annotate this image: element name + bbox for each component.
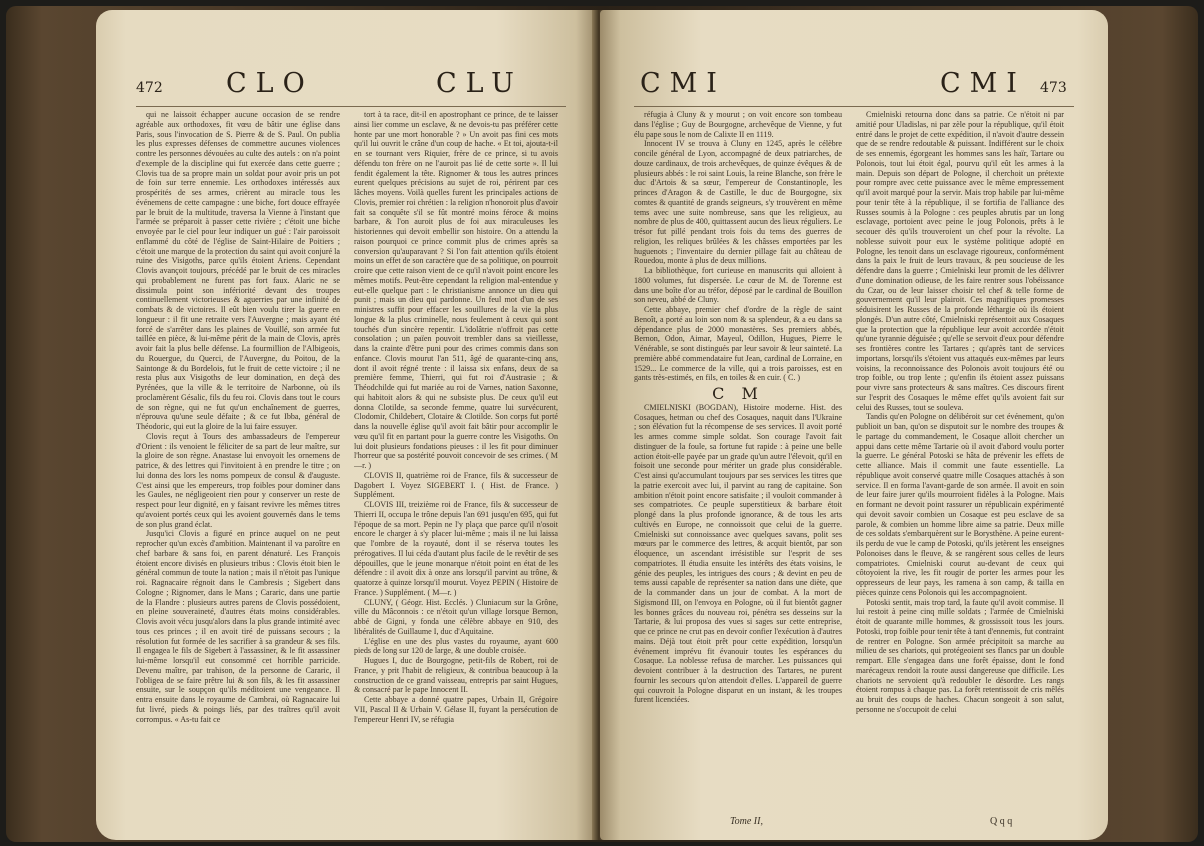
paragraph: CLUNY, ( Géogr. Hist. Ecclés. ) Cluniacum sur la Grône, ville du Mâconnois : ce n'étoit qu'un village lorsque Bernon, abbé de Gigni, y fonda une célèbre abbaye en 910, des libéralités de Guillaume I, duc d'Aquitaine. [354, 597, 558, 636]
paragraph: Jusqu'ici Clovis a figuré en prince auquel on ne peut reprocher qu'un excès d'ambition. Maintenant il va paroître en chef barbare & sans foi, en parent dénaturé. Les François étoient encore divisés en plusieurs tribus : Clovis étoit bien le général commun de toute la nation ; mais il n'étoit pas l'unique roi. Ragnacaire régnoit dans le Cambresis ; Sigebert dans Cologne ; Rignomer, dans le Mans ; Cararic, dans une partie de la Flandre : plusieurs autres parens de Clovis possédoient, en pleine souveraineté, d'autres états moins considérables. Clovis avoit vécu jusqu'alors dans la plus grande intimité avec tous ces princes ; il en avoit tiré de puissans secours ; la résolution fut formée de les sacrifier à sa grandeur & ses fils. Il engagea le fils de Sigebert à l'assassiner, & le fit assassiner lui-même lorsqu'il eut consommé cet horrible parricide. Devenu maître, par trahison, de la personne de Cararic, il l'obligea de se faire prêtre lui & son fils, & les fit assassiner ensuite, sur le soupçon qu'ils méditoient une vengeance. Il entra ensuite dans le royaume de Cambrai, où Ragnacaire lui fut livré, pieds & poings liés, par des traîtres qu'il avoit corrompus. « As-tu fait ce [136, 529, 340, 724]
right-page [600, 10, 1108, 840]
paragraph: Hugues I, duc de Bourgogne, petit-fils de Robert, roi de France, y prit l'habit de religieux, & contribua beaucoup à la construction de ce grand vaisseau, entrepris par saint Hugues, & consacré par le pape Innocent II. [354, 656, 558, 695]
right-running-head-1: CMI [640, 68, 726, 99]
right-header-rule [634, 106, 1074, 107]
left-page-number: 472 [136, 80, 163, 96]
paragraph: réfugia à Cluny & y mourut ; on voit encore son tombeau dans l'église ; Guy de Bourgogne, archevêque de Vienne, y fut élu pape sous le nom de Calixte II en 1119. [634, 110, 842, 139]
paragraph: Tandis qu'en Pologne on délibéroit sur cet événement, qu'on publioit un ban, qu'on se disputoit sur le nombre des troupes & le partage du commandement, le Cosaque alloit chercher un appui dans cette même Tartarie où il avoit d'abord voulu porter la guerre. Le général Potoski se hâta de prévenir les effets de cette alliance. Mais il commit une faute essentielle. La république avoit conservé quatre mille Cosaques attachés à son service. Il en forma l'avant-garde de son armée. Il avoit en soin de leur faire jurer qu'ils mourroient fidèles à la Pologne. Mais en formant ne devoit point rassurer un républicain expérimenté qui devoit savoir combien un Cosaque est peu esclave de sa parole, & combien un homme libre aime sa patrie. Deux mille de ces soldats s'embarquèrent sur le Borysthène. A peine eurent-ils perdu de vue le camp de Potoski, qu'ils jetèrent les enseignes Polonoises dans le fleuve, & se rangèrent sous celles de leurs compatriotes. Cmielniski courut au-devant de ceux qui côtoyoient la rive, les fit rougir de porter les armes pour les oppresseurs de leur pays, les ramena à son camp, & tailla en pièces quinze cens Polonois qui les accompagnoient. [856, 412, 1064, 597]
left-column-2 [354, 110, 558, 800]
paragraph: Cmielniski retourna donc dans sa patrie. Ce n'étoit ni par amitié pour Uladislas, ni par zèle pour la république, qu'il étoit entré dans le projet de cette expédition, il n'avoit d'autre dessein que de se rendre redoutable & puissant. Indifférent sur le choix de ses ennemis, égorgeant les hommes sans les haïr, Tartare ou Polonois, tout lui étoit égal, pourvu qu'il eût les armes à la main. Depuis son départ de Pologne, il cherchoit un prétexte pour rompre avec cette puissance avec le même empressement qu'il avoit marqué pour la servir. Mais trop habile par lui-même pour tenir tête à la république, il se fortifia de l'alliance des Russes soumis à la Pologne : ces peuples abrutis par un long esclavage, portoient avec peine le joug Polonois, prêts à le secouer dès qu'ils trouveroient un chef pour la révolte. La noblesse suivoit pour eux le système politique adopté en Pologne, les tenoit dans un esclavage rigoureux, conformément dans la paix le fruit de leurs travaux, & peu soucieuse de les défendre dans la guerre ; Cmielniski leur promit de les délivrer d'une domination odieuse, de les faire rentrer sous l'obéissance du Czar, ou de leur laisser choisir tel chef & telle forme de gouvernement qu'il leur plairoit. Ces magnifiques promesses séduisirent les Russes de la profonde léthargie où ils étoient plongés. D'un autre côté, Cmielniski représentoit aux Cosaques que la protection que la république leur avoit accordée n'étoit qu'une tyrannie déguisée ; qu'elle se servoit d'eux pour défendre ses frontières contre les Tartares ; qu'après tant de services importans, lorsqu'ils s'étoient vus attaqués eux-mêmes par leurs voisins, la reconnoissance des Polonois avoit toujours été ou trop foible, ou trop lente ; qu'enfin ils étoient assez puissans pour vivre sans protecteurs & sans maîtres. Ces discours firent sur l'esprit des Cosaques le même effet qu'ils avoient fait sur celui des Russes, tout se souleva. [856, 110, 1064, 412]
right-page-header [600, 66, 1108, 106]
paragraph: qui ne laissoit échapper aucune occasion de se rendre agréable aux orthodoxes, fit vœu de bâtir une église dans Paris, sous l'invocation de S. Pierre & de S. Paul. On publia les plus expresses défenses de commettre aucunes violences contre les personnes dévouées au culte des autels : on n'a point d'exemple de la discipline qui fut exercée dans cette guerre ; Clovis tua de sa propre main un soldat pour avoir pris un pot de foin sur terre ennemie. Les orthodoxes intéressés aux prospérités de ses armes, crièrent au miracle tous les événemens de cette campagne : une biche, fort douce effrayée par le bruit de la multitude, traversa la Vienne à l'instant que l'armée se préparoit à passer cette rivière ; c'étoit une biche envoyée par le ciel pour leur indiquer un gué : l'air paroissoit enflammé du côté de l'église de Saint-Hilaire de Poitiers ; c'étoit une marque de la protection du saint qui avoit conjuré la ruine des Visigoths, parce qu'ils étoient Ariens. Cependant Clovis avançoit toujours, précédé par le bruit de ces miracles qui probablement ne furent pas fort faux. Alaric ne se dissimula point son infériorité devant des troupes continuellement victorieuses & aguerries par une infinité de combats & de victoires. Il eût bien voulu tirer la guerre en longueur : il fit une retraite vers l'Auvergne ; mais ayant été forcé de s'arrêter dans les plaines de Vouillé, son armée fut taillée en pièce, & lui-même périt de la main de Clovis, après avoir fait la plus belle défense. La fourmillion de l'Albigeois, du Rouergue, du Querci, de l'Auvergne, du Poitou, de la Saintonge & du Bordelois, fut le fruit de cette victoire ; il ne resta plus aux Visigoths de leur domination, en deçà des Pyrénées, que la ville & le territoire de Narbonne, où ils proclamèrent Gésalic, fils du feu roi. Clovis dans tout le cours de son règne, qui ne fut qu'un enchaînement de guerres, n'éprouva qu'une seule défaite ; & ce fut Ibba, général de Théodoric, qui eut la gloire de la lui faire essuyer. [136, 110, 340, 431]
paragraph: tort à ta race, dit-il en apostrophant ce prince, de te laisser ainsi lier comme un esclave, & ne devois-tu pas préférer cette honte par une mort honorable ? » Un avoit pas fini ces mots qu'il lui ouvrit le crâne d'un coup de hache. « Et toi, ajouta-t-il en se tournant vers Riquier, frère de ce prince, si tu avois défendu ton frère on ne l'auroit pas lié de cette sorte ». Il lui fendit également la tête. Rignomer & tous les autres princes eurent quelques précisions au sujet de roi, périrent par ces lâches moyens. Voilà quelles furent les principales actions de Clovis, premier roi chrétien : la religion n'honoroit plus d'avoir fait sa conquête s'il se fût montré moins féroce & moins barbare, & l'on auroit plus de foi aux miraculeuses les historiennes qui devoit embellir son histoire. On a attendu la raison pourquoi ce prince commit plus de crimes après sa conversion qu'auparavant ? Si l'on fait attention qu'ils étoient moins un effet de son caractère que de sa politique, on pourroit croire que cette raison vient de ce qu'il n'avoit point encore les mêmes motifs. Peut-être cependant la religion mal-entendue y eut-elle quelque part : le christianisme annonce un dieu qui punit ; mais un dieu qui pardonne. Un feul mot d'un de ses ministres suffit pour effacer les souillures de la vie la plus longue & la plus criminelle, nous feulement à ceux qui sont touchés d'un sincère repentir. L'idolâtrie n'offroit pas cette consolation ; un païen pouvoit trembler dans sa vieillesse, dans la crainte d'être puni pour des crimes commis dans son enfance. Clovis mourut l'an 511, âgé de quarante-cinq ans, dont il avoit régné trente : il laissa six enfans, deux de sa première femme, Thierri, qui fut roi d'Austrasie ; & Théodchilde qui fut mariée au roi de Varnes, nation Saxonne, qui habitoit alors & qui ne subsiste plus. De ceux qu'il eut donna Clotilde, sa seconde femme, quatre lui survécurent, Clodomir, Childebert, Clotaire & Clotilde. Son corps fut porté dans la nouvelle église qu'il avoit fait bâtir pour accomplir le vœu qu'il fit en partant pour la guerre contre les Visigoths. On lui doit plusieurs fondations pieuses : il les fit pour diminuer l'horreur que sa postérité pouvoit concevoir de ses crimes. ( M—r. ) [354, 110, 558, 470]
paragraph: La bibliothèque, fort curieuse en manuscrits qui alloient à 1800 volumes, fut dispersée. Le cœur de M. de Torenne est dans une boîte d'or au tréfor, déposé par le cardinal de Bouillon son neveu, abbé de Cluny. [634, 266, 842, 305]
paragraph: Clovis reçut à Tours des ambassadeurs de l'empereur d'Orient : ils venoient le féliciter de sa part de leur maître, sur la gloire de son règne. Anastase lui envoyoit les ornemens de patrice, & des lettres qui l'invitoient à en prendre le titre ; on lui donna des lors les noms pompeux de consul & d'auguste. C'est ainsi que les empereurs, trop foibles pour dominer dans les Gaules, ne négligeoient rien pour y conserver un reste de respect pour leur dignité, en y faisant revivre les mêmes titres qu'avoient portés ceux qui les avoient gouvernés dans le tems de son plus grand éclat. [136, 431, 340, 529]
section-heading: C M [712, 384, 764, 403]
paragraph: CLOVIS II, quatrième roi de France, fils & successeur de Dagobert I. Voyez SIGEBERT I. ( Hist. de France. ) Supplément. [354, 470, 558, 500]
left-page [96, 10, 596, 840]
paragraph: CLOVIS III, treizième roi de France, fils & successeur de Thierri II, occupa le trône depuis l'an 691 jusqu'en 695, qui fut l'époque de sa mort. Pepin ne l'y plaça que parce qu'il n'osoit encore le charger à s'y placer lui-même ; mais il ne lui laissa que l'ombre de la royauté, dont il se réserva toutes les prérogatives. Il lui céda d'autant plus facile de le revêtir de ses dépouilles, que le jeune monarque n'étoit point en état de les défendre : il avoit dix à onze ans lorsqu'il parvint au trône, & quatorze à quinze lorsqu'il mourut. Voyez PEPIN ( Histoire de France. ) Supplément. ( M—r. ) [354, 500, 558, 597]
paragraph: Innocent IV se trouva à Cluny en 1245, après le célèbre concile général de Lyon, accompagné de deux patriarches, de douze cardinaux, de trois archevêques, de quinze évêques & de plusieurs abbés : le roi saint Louis, la reine Blanche, son frère le duc d'Artois & sa sœur, l'empereur de Constantinople, les princes d'Aragon & de Castille, le duc de Bourgogne, six comtes & quantité de grands seigneurs, s'y trouvèrent en même tems avec une suite nombreuse, sans que les religieux, au nombre de plus de 400, quittassent aucun des lieux réguliers. Le trésor fut pillé pendant trois fois du tems des guerres de religion, les reliques brûlées & les châsses emportées par les huguenots ; l'inventaire du dernier pillage fait au château de Rouedou, monte à plus de deux millions. [634, 139, 842, 266]
left-header-rule [136, 106, 566, 107]
right-page-number: 473 [1040, 80, 1067, 96]
left-page-header [96, 66, 596, 106]
left-running-head-2: CLU [436, 68, 523, 99]
volume-footer: Tome II, [730, 816, 763, 827]
right-column-1 [634, 110, 842, 810]
paragraph: Potoski sentit, mais trop tard, la faute qu'il avoit commise. Il lui restoit à peine cinq mille soldats ; l'armée de Cmielniski étoit de quarante mille hommes, & grossissoit tous les jours. Potoski, trop foible pour tenir tête à tant d'ennemis, fut contraint de rentrer en Pologne. Son armée précipitoit sa marche au milieu de ses chariots, qui protégeoient ses flancs par un double rempart. Elle s'engagea dans une forêt épaisse, dont le fond marécageux rendoit la route aussi dangereuse que difficile. Les chariots ne servoient qu'à redoubler le désordre. Les rangs étoient rompus à chaque pas. La forêt retentissoit de cris mêlés au bruit des coups de haches. Chacun songeoit à son salut, personne ne s'occupoit de celui [856, 597, 1064, 714]
left-running-head-1: CLO [226, 68, 314, 99]
signature-mark: Q q q [990, 816, 1013, 827]
paragraph: L'église en une des plus vastes du royaume, ayant 600 pieds de long sur 120 de large, & une double croisée. [354, 636, 558, 656]
paragraph: CMIELNISKI (BOGDAN), Histoire moderne. Hist. des Cosaques, hetman ou chef des Cosaques, naquit dans l'Ukraine ; son élévation fut la récompense de ses services. Il avoit porté les armes comme simple soldat. Son courage l'avoit fait distinguer de la foule, sa fortune fut rapide : à peine une belle action étoit-elle payée par un grade qu'un autre l'élevoit, qu'il en foisoit une seconde pour mériter un grade plus considérable. C'est ainsi qu'accumulant toujours par ses services les titres que la patrie exercoit avec lui, il parvint au rang de capitaine. Son ambition n'étoit point encore satisfaite ; il vouloit commander à ses compatriotes. Ce peuple superstitieux & barbare étoit plongé dans la plus profonde ignorance, & de tous les arts cultivés en Europe, ne connoissoit que celui de la guerre. Cmielniski sut connoissance avec quelques savans, polit ses mœurs par le commerce des lettres, & acquit bientôt, par son éloquence, un ascendant irrésistible sur l'esprit de ses compatriotes. Il étudia ensuite les intérêts des états voisins, le génie des peuples, les intrigues des cours ; & devint en peu de tems aussi capable de représenter sa nation dans une diète, que de la commander dans un jour de combat. A la mort de Sigismond III, on l'envoya en Pologne, où il fut bientôt gagner les bonnes grâces du nouveau roi, pénétra ses desseins sur la Tartarie, & lui proposa des vues si sages sur cette entreprise, que ce prince ne crut pas en devoir confier l'exécution à d'autres mains. Déjà tout étoit prêt pour cette expédition, lorsqu'un événement imprévu fit évanouir toutes les espérances du Cosaque. La noblesse refusa de marcher. Les puissances qui devoient contribuer à la destruction des Tartares, ne purent fournir les secours qu'on attendoit d'elles. L'appareil de guerre qui couvroit la Pologne disparut en un instant, & les troupes furent licenciées. [634, 402, 842, 705]
paragraph: Cette abbaye a donné quatre papes, Urbain II, Grégoire VII, Pascal II & Urbain V. Gélase II, fuyant la persécution de l'empereur Henri IV, se réfugia [354, 695, 558, 724]
right-running-head-2: CMI [940, 68, 1026, 99]
left-column-1 [136, 110, 340, 800]
right-column-2 [856, 110, 1064, 810]
paragraph: Cette abbaye, premier chef d'ordre de la règle de saint Benoît, a porté au loin son nom & sa splendeur, & a eu dans sa dépendance plus de 2000 monastères. Ses premiers abbés, Bernon, Odon, Aimar, Mayeul, Odillon, Hugues, Pierre le Vénérable, se sont distingués par leur savoir & leur sainteté. La première abbé commendataire fut Jean, cardinal de Lorraine, en 1529... Le commerce de la ville, qui a trois paroisses, est en gants très-estimés, en fils, en toiles & en cuir. ( C. ) [634, 305, 842, 383]
